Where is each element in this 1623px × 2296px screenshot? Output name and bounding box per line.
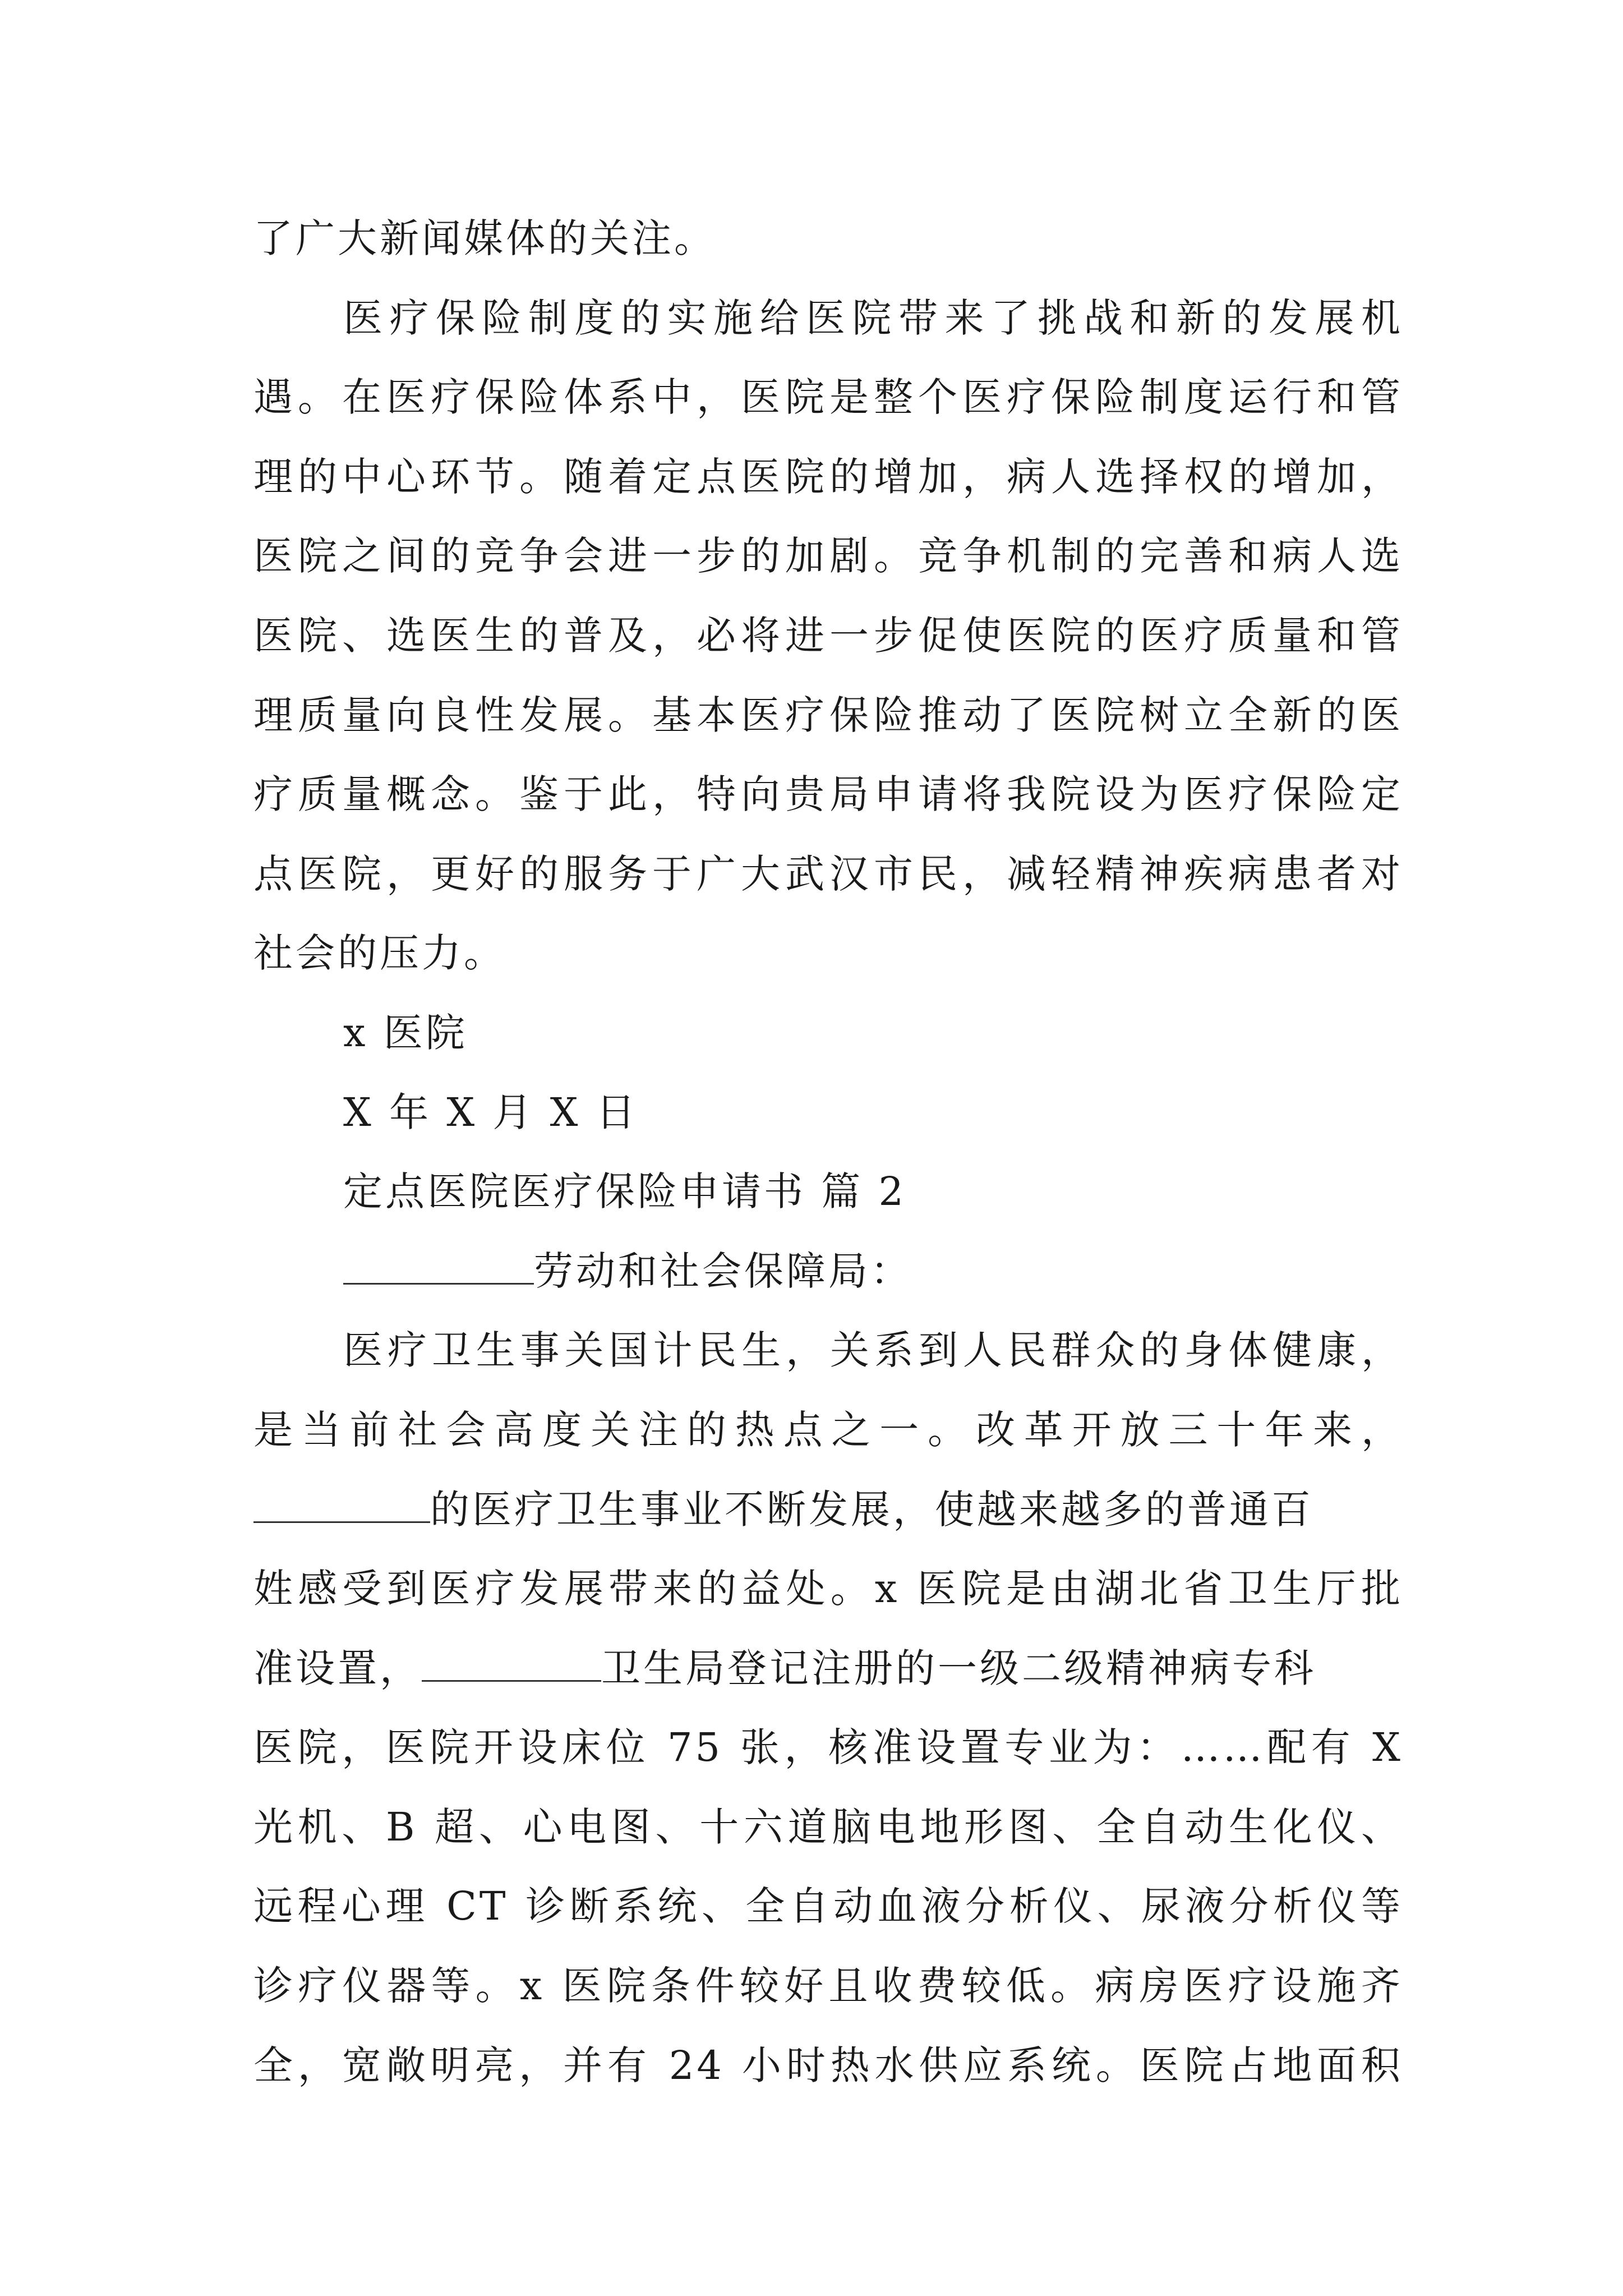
blank-field [422, 1632, 601, 1682]
text-line [253, 1470, 1403, 1550]
text-line: 全，宽敞明亮，并有 24 小时热水供应系统。医院占地面积 [253, 2042, 1403, 2088]
text-line: 姓感受到医疗发展带来的益处。x 医院是由湖北省卫生厅批 [253, 1566, 1403, 1612]
text-line: 点医院，更好的服务于广大武汉市民，减轻精神疾病患者对 [253, 850, 1403, 897]
text-line: 医疗卫生事关国计民生，关系到人民群众的身体健康， [343, 1327, 1403, 1374]
blank-field [253, 1473, 430, 1523]
text-segment: 准设置， [253, 1645, 422, 1691]
text-line: 遇。在医疗保险体系中，医院是整个医疗保险制度运行和管 [253, 374, 1403, 421]
signature-line: x 医院 [343, 1009, 468, 1056]
text-line: 了广大新闻媒体的关注。 [253, 215, 716, 261]
text-line: 理的中心环节。随着定点医院的增加，病人选择权的增加， [253, 453, 1403, 500]
text-line: 医院、选医生的普及，必将进一步促使医院的医疗质量和管 [253, 612, 1403, 659]
text-line: 是当前社会高度关注的热点之一。改革开放三十年来， [253, 1406, 1403, 1453]
text-line: 光机、B 超、心电图、十六道脑电地形图、全自动生化仪、 [253, 1803, 1403, 1850]
text-line: 疗质量概念。鉴于此，特向贵局申请将我院设为医疗保险定 [253, 771, 1403, 818]
text-line: 理质量向良性发展。基本医疗保险推动了医院树立全新的医 [253, 692, 1403, 738]
text-segment: 卫生局登记注册的一级二级精神病专科 [601, 1645, 1316, 1691]
section-heading: 定点医院医疗保险申请书 篇 2 [343, 1168, 907, 1215]
text-segment: 的医疗卫生事业不断发展，使越来越多的普通百 [430, 1486, 1313, 1533]
text-line: 医疗保险制度的实施给医院带来了挑战和新的发展机 [343, 295, 1403, 341]
addressee-line [253, 1232, 1403, 1312]
addressee-text: 劳动和社会保障局： [534, 1248, 912, 1294]
text-line: 远程心理 CT 诊断系统、全自动血液分析仪、尿液分析仪等 [253, 1883, 1403, 1930]
text-line: 社会的压力。 [253, 930, 506, 977]
date-line: X 年 X 月 X 日 [343, 1089, 638, 1135]
text-line: 医院，医院开设床位 75 张，核准设置专业为：……配有 X [253, 1724, 1403, 1771]
text-line: 医院之间的竞争会进一步的加剧。竞争机制的完善和病人选 [253, 533, 1403, 579]
blank-field [343, 1235, 534, 1285]
text-line [253, 1629, 1403, 1709]
document-body [253, 199, 1403, 2105]
text-line: 诊疗仪器等。x 医院条件较好且收费较低。病房医疗设施齐 [253, 1963, 1403, 2009]
